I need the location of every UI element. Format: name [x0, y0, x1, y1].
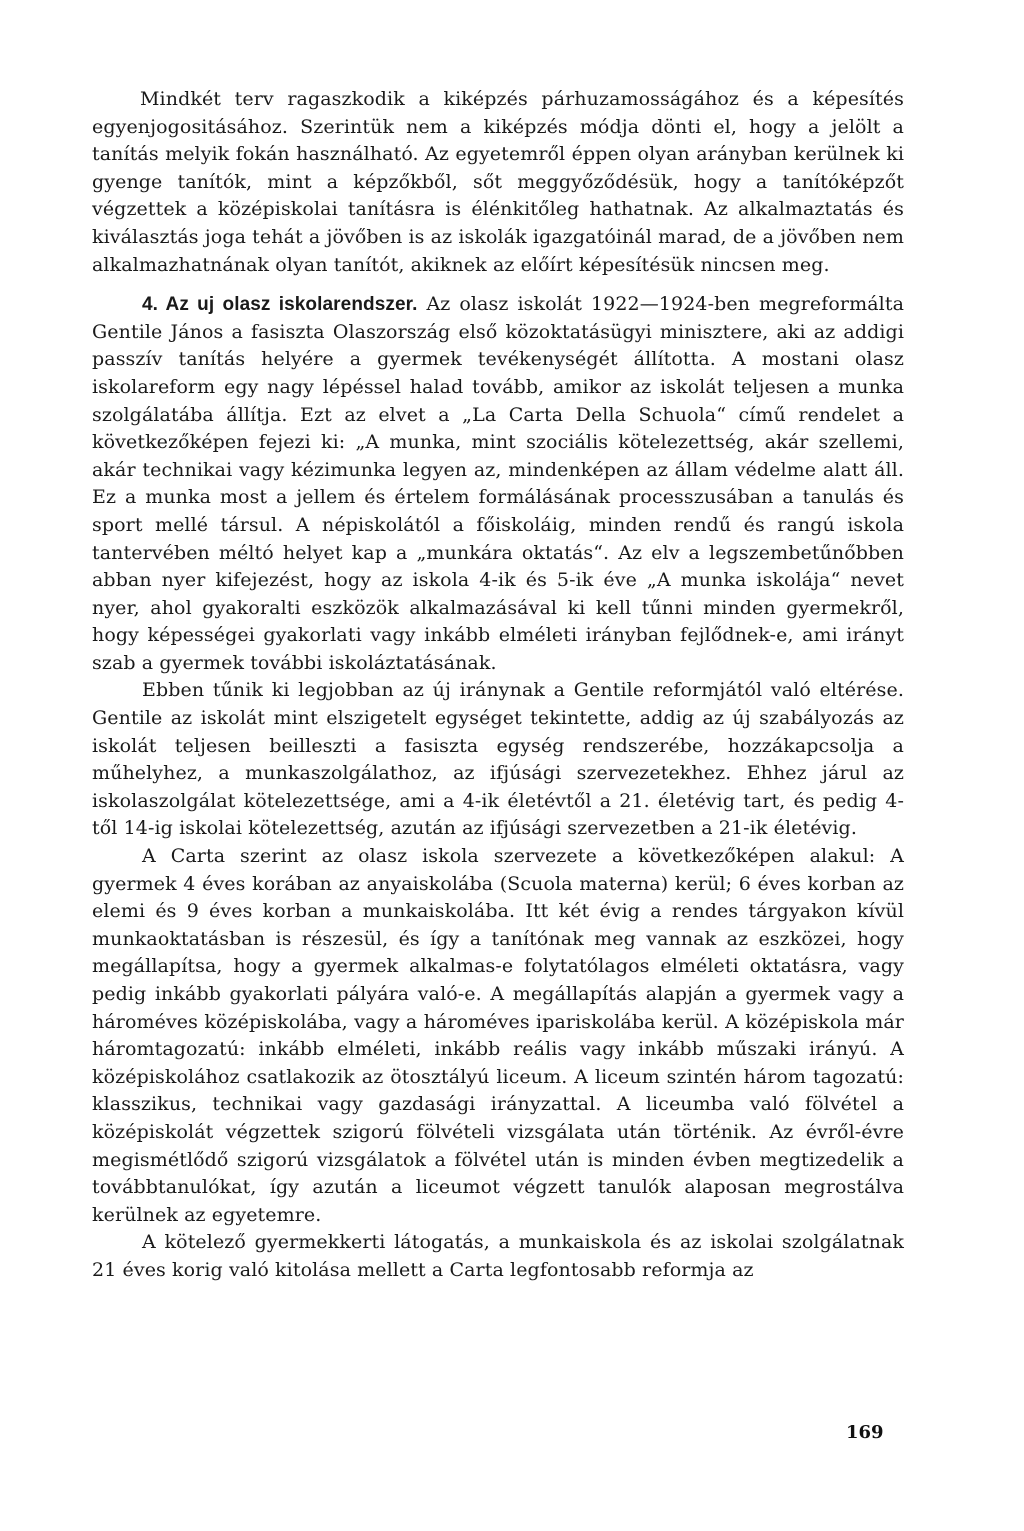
paragraph-2	[92, 291, 904, 677]
paragraph-1: Mindkét terv ragaszkodik a kiképzés párhuzamosságához és a képesítés egyenjogositásához. Szerintük nem a kiképzés módja dönti el, hogy a jelölt a tanítás melyik fokán használható. Az egyetemről éppen olyan arányban kerülnek ki gyenge tanítók, mint a képzőkből, sőt meggyőződésük, hogy a tanítóképzőt végzettek a középiskolai tanításra is élénkitőleg hathatnak. Az alkalmaztatás és kiválasztás joga tehát a jövőben is az iskolák igazgatóinál marad, de a jövőben nem alkalmazhatnának olyan tanítót, akiknek az előírt képesítésük nincsen meg.	[92, 88, 904, 276]
paragraph-3: Ebben tűnik ki legjobban az új iránynak a Gentile reformjától való eltérése. Gentile az iskolát mint elszigetelt egységet tekintette, addig az új szabályozás az iskolát teljesen beilleszti a fasiszta egység rendszerébe, hozzákapcsolja a műhelyhez, a munkaszolgálathoz, az ifjúsági szervezetekhez. Ehhez járul az iskolaszolgálat kötelezettsége, ami a 4-ik életévtől a 21. életévig tart, és pedig 4-től 14-ig iskolai kötelezettség, azután az ifjúsági szervezetben a 21-ik életévig.	[92, 679, 904, 840]
paragraph-5: A kötelező gyermekkerti látogatás, a munkaiskola és az iskolai szolgálatnak 21 éves korig való kitolása mellett a Carta legfontosabb reformja az	[92, 1231, 904, 1281]
page-number: 169	[846, 1422, 884, 1443]
page-body	[92, 86, 904, 1285]
paragraph-4: A Carta szerint az olasz iskola szervezete a következőképen alakul: A gyermek 4 éves korában az anyaiskolába (Scuola materna) kerül; 6 éves korban az elemi és 9 éves korban a munkaiskolába. Itt két évig a rendes tárgyakon kívül munkaoktatásban is részesül, és így a tanítónak meg vannak az eszközei, hogy megállapítsa, hogy a gyermek alkalmas-e folytatólagos elméleti oktatásra, vagy pedig inkább gyakorlati pályára való-e. A megállapítás alapján a gyermek vagy a hároméves középiskolába, vagy a hároméves ipariskolába kerül. A középiskola már háromtagozatú: inkább elméleti, inkább reális vagy inkább műszaki irányú. A középiskolához csatlakozik az ötosztályú liceum. A liceum szintén három tagozatú: klasszikus, technikai vagy gazdasági irányzattal. A liceumba való fölvétel a középiskolát végzettek szigorú fölvételi vizsgálata után történik. Az évről-évre megismétlődő szigorú vizsgálatok a fölvétel után is minden évben megtizedelik a továbbtanulókat, így azután a liceumot végzett tanulók alaposan megrostálva kerülnek az egyetemre.	[92, 845, 904, 1226]
paragraph-2-text: Az olasz iskolát 1922—1924-ben megreformálta Gentile János a fasiszta Olaszország első közoktatásügyi minisztere, aki az addigi passzív tanítás helyére a gyermek tevékenységét állította. A mostani olasz iskolareform egy nagy lépéssel halad tovább, amikor az iskolát teljesen a munka szolgálatába állítja. Ezt az elvet a „La Carta Della Schuola“ című rendelet a következőképen fejezi ki: „A munka, mint szociális kötelezettség, akár szellemi, akár technikai vagy kézimunka legyen az, mindenképen az állam védelme alatt áll. Ez a munka most a jellem és értelem formálásának processzusában a tanulás és sport mellé társul. A népiskolától a főiskoláig, minden rendű és rangú iskola tantervében méltó helyet kap a „munkára oktatás“. Az elv a legszembetűnőbben abban nyer kifejezést, hogy az iskola 4-ik és 5-ik éve „A munka iskolája“ nevet nyer, ahol gyakoralti eszközök alkalmazásával ki kell tűnni minden gyermekről, hogy képességei gyakorlati vagy inkább elméleti irányban fejlődnek-e, ami irányt szab a gyermek további iskoláztatásának.	[92, 293, 904, 674]
section-heading: 4. Az uj olasz iskolarendszer.	[142, 294, 418, 316]
